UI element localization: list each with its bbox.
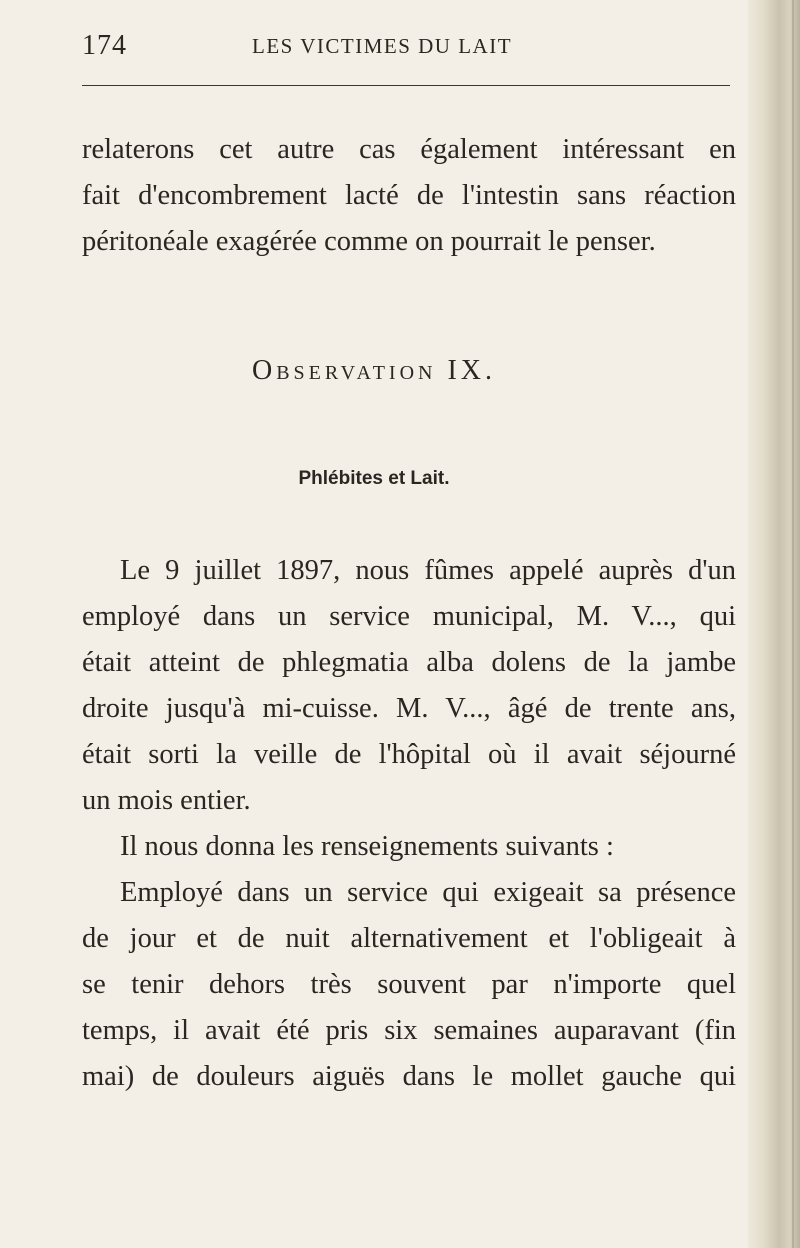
text-line: de jour et de nuit alternativement et l'obligeait à [82, 923, 736, 954]
body-text [82, 548, 736, 1100]
text-line: se tenir dehors très souvent par n'importe quel [82, 969, 736, 1000]
text-line: péritonéale exagérée comme on pourrait le penser. [82, 226, 656, 257]
text-line: mai) de douleurs aiguës dans le mollet gauche qui [82, 1061, 736, 1092]
text-line: relaterons cet autre cas également intéressant en [82, 134, 736, 165]
text-line: était sorti la veille de l'hôpital où il avait séjourné [82, 739, 736, 770]
running-title: LES VICTIMES DU LAIT [252, 34, 513, 58]
page-number: 174 [82, 30, 127, 61]
text-line: employé dans un service municipal, M. V..., qui [82, 601, 736, 632]
observation-subtitle: Phlébites et Lait. [298, 468, 450, 489]
header-rule [82, 85, 730, 86]
intro-paragraph [82, 127, 736, 265]
page-edge [748, 0, 800, 1248]
text-line: était atteint de phlegmatia alba dolens de la jambe [82, 647, 736, 678]
text-line: temps, il avait été pris six semaines auparavant (fin [82, 1015, 736, 1046]
observation-title: Observation IX. [251, 355, 497, 386]
text-line: Il nous donna les renseignements suivants : [120, 831, 614, 862]
text-line: Employé dans un service qui exigeait sa présence [120, 877, 736, 908]
text-line: Le 9 juillet 1897, nous fûmes appelé auprès d'un [120, 555, 736, 586]
text-line: un mois entier. [82, 785, 251, 816]
text-line: droite jusqu'à mi-cuisse. M. V..., âgé de trente ans, [82, 693, 736, 724]
page-header [82, 30, 730, 60]
text-line: fait d'encombrement lacté de l'intestin sans réaction [82, 180, 736, 211]
